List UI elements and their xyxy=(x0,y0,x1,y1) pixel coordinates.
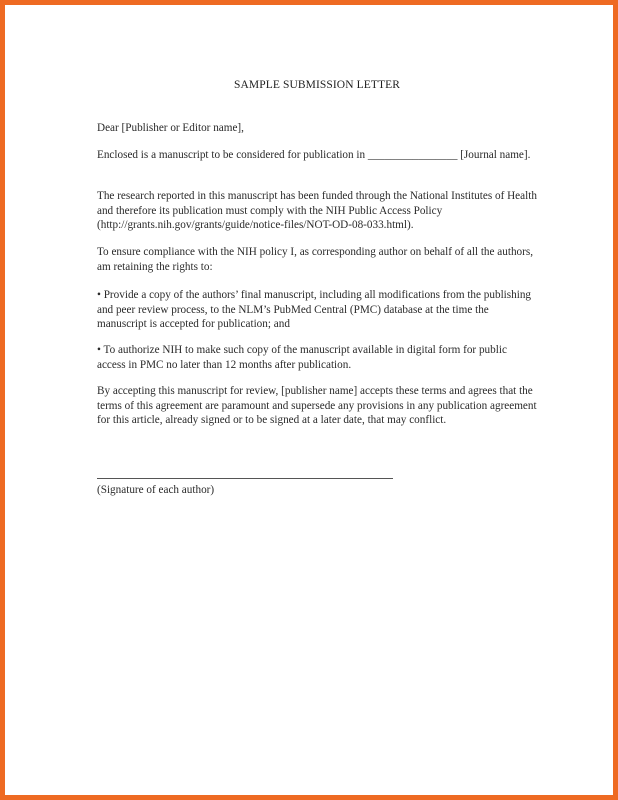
research-paragraph: The research reported in this manuscript has been funded through the National Institutes of Health and therefore its publication must comply with the NIH Public Access Policy (http://grants.nih.gov/grants/guide/notice-files/NOT-OD-08-033.html). xyxy=(97,190,537,232)
bullet-authorize-nih: • To authorize NIH to make such copy of the manuscript available in digital form for public access in PMC no later than 12 months after publication. xyxy=(97,344,507,371)
salutation: Dear [Publisher or Editor name], xyxy=(97,122,244,134)
enclosed-paragraph: Enclosed is a manuscript to be considered for publication in ________________ [Journal name]. xyxy=(97,149,531,161)
signature-line xyxy=(97,478,393,479)
compliance-paragraph: To ensure compliance with the NIH policy I, as corresponding author on behalf of all the authors, am retaining the rights to: xyxy=(97,246,534,273)
acceptance-paragraph: By accepting this manuscript for review, [publisher name] accepts these terms and agrees that the terms of this agreement are paramount and supersede any provisions in any publication agreement for this article, already signed or to be signed at a later date, that may conflict. xyxy=(97,385,537,427)
bullet-provide-copy: • Provide a copy of the authors’ final manuscript, including all modifications from the publishing and peer review process, to the NLM’s PubMed Central (PMC) database at the time the manuscript is accepted for publication; and xyxy=(97,289,532,331)
signature-label: (Signature of each author) xyxy=(97,484,215,496)
letter-title: SAMPLE SUBMISSION LETTER xyxy=(234,79,400,91)
